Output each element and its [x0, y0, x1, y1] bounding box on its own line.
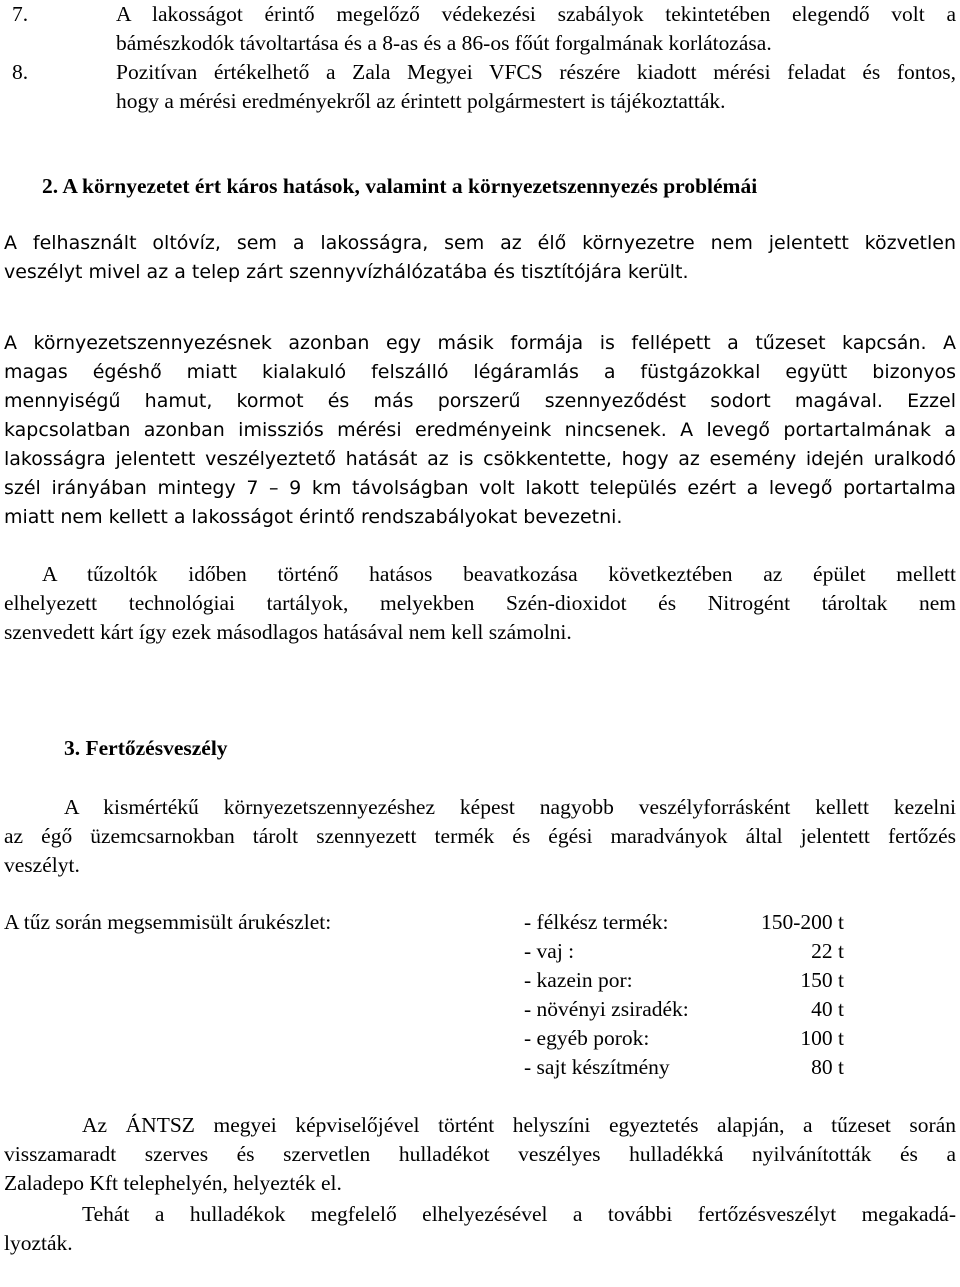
inventory-amount: 40 t	[811, 997, 844, 1021]
inventory-amount: 80 t	[811, 1055, 844, 1079]
list-item-number: 8.	[12, 60, 29, 84]
paragraph-line: szél irányában mintegy 7 – 9 km távolságban volt lakott település ezért a levegő portartalma	[4, 477, 956, 499]
paragraph-line: A tűzoltók időben történő hatásos beavatkozása következtében az épület mellett	[42, 562, 956, 586]
paragraph	[4, 329, 956, 532]
inventory-item: - sajt készítmény	[524, 1055, 670, 1079]
inventory-amount: 22 t	[811, 939, 844, 963]
list-item-text-line: A lakosságot érintő megelőző védekezési szabályok tekintetében elegendő volt a	[116, 2, 956, 26]
inventory-row	[524, 908, 844, 937]
paragraph	[4, 1111, 956, 1198]
paragraph-line: elhelyezett technológiai tartályok, melyekben Szén-dioxidot és Nitrogént tároltak nem	[4, 591, 956, 615]
inventory-item: - egyéb porok:	[524, 1026, 650, 1050]
paragraph-line: A kismértékű környezetszennyezéshez képest nagyobb veszélyforrásként kellett kezelni	[64, 795, 956, 819]
paragraph-line: Az ÁNTSZ megyei képviselőjével történt helyszíni egyeztetés alapján, a tűzeset során	[82, 1113, 956, 1137]
paragraph-line: A környezetszennyezésnek azonban egy másik formája is fellépett a tűzeset kapcsán. A	[4, 332, 956, 354]
list-item-text-line: hogy a mérési eredményekről az érintett polgármestert is tájékoztatták.	[116, 89, 726, 113]
inventory-row	[524, 1053, 844, 1082]
inventory-item: - félkész termék:	[524, 910, 669, 934]
inventory-amount: 150 t	[800, 968, 844, 992]
paragraph-line: miatt nem kellett a lakosságot érintő rendszabályokat bevezetni.	[4, 506, 623, 528]
paragraph	[4, 229, 956, 287]
inventory-row	[524, 937, 844, 966]
inventory-row	[524, 1024, 844, 1053]
list-item-number: 7.	[12, 2, 29, 26]
paragraph-line: az égő üzemcsarnokban tárolt szennyezett termék és égési maradványok által jelentett fertőzés	[4, 824, 956, 848]
section-heading: 2. A környezetet ért káros hatások, valamint a környezetszennyezés problémái	[42, 174, 758, 198]
section-heading: 3. Fertőzésveszély	[64, 736, 228, 760]
list-item-text-line: Pozitívan értékelhető a Zala Megyei VFCS részére kiadott mérési feladat és fontos,	[116, 60, 956, 84]
paragraph	[4, 560, 956, 647]
paragraph-line: visszamaradt szerves és szervetlen hulladékot veszélyes hulladékká nyilvánították és a	[4, 1142, 956, 1166]
paragraph-line: veszélyt.	[4, 853, 80, 877]
inventory-row	[524, 966, 844, 995]
paragraph-line: veszélyt mivel az a telep zárt szennyvízhálózatába és tisztítójára került.	[4, 261, 689, 283]
paragraph-line: A felhasznált oltóvíz, sem a lakosságra, sem az élő környezetre nem jelentett közvetlen	[4, 232, 956, 254]
inventory-label: A tűz során megsemmisült árukészlet:	[4, 910, 332, 934]
paragraph-line: mennyiségű hamut, kormot és más porszerű szennyeződést sodort magával. Ezzel	[4, 390, 956, 412]
inventory-item: - kazein por:	[524, 968, 633, 992]
paragraph	[4, 1200, 956, 1258]
inventory-item: - növényi zsiradék:	[524, 997, 689, 1021]
list-item	[4, 0, 956, 58]
inventory-amount: 150-200 t	[760, 910, 844, 934]
paragraph-line: magas égéshő miatt kialakuló felszálló légáramlás a füstgázokkal együtt bizonyos	[4, 361, 956, 383]
inventory-amount: 100 t	[800, 1026, 844, 1050]
paragraph	[4, 793, 956, 880]
inventory-item: - vaj :	[524, 939, 575, 963]
paragraph-line: szenvedett kárt így ezek másodlagos hatásával nem kell számolni.	[4, 620, 572, 644]
inventory-row	[524, 995, 844, 1024]
paragraph-line: kapcsolatban azonban imissziós mérési eredményeink nincsenek. A levegő portartalmának a	[4, 419, 956, 441]
paragraph-line: Zaladepo Kft telephelyén, helyezték el.	[4, 1171, 342, 1195]
list-item-text-line: bámészkodók távoltartása és a 8-as és a 86-os főút forgalmának korlátozása.	[116, 31, 772, 55]
paragraph-line: Tehát a hulladékok megfelelő elhelyezésével a további fertőzésveszélyt megakadá-	[82, 1202, 956, 1226]
paragraph-line: lakosságra jelentett veszélyeztető hatását az is csökkentette, hogy az esemény idején uralkodó	[4, 448, 956, 470]
paragraph-line: lyozták.	[4, 1231, 73, 1255]
list-item	[4, 58, 956, 116]
